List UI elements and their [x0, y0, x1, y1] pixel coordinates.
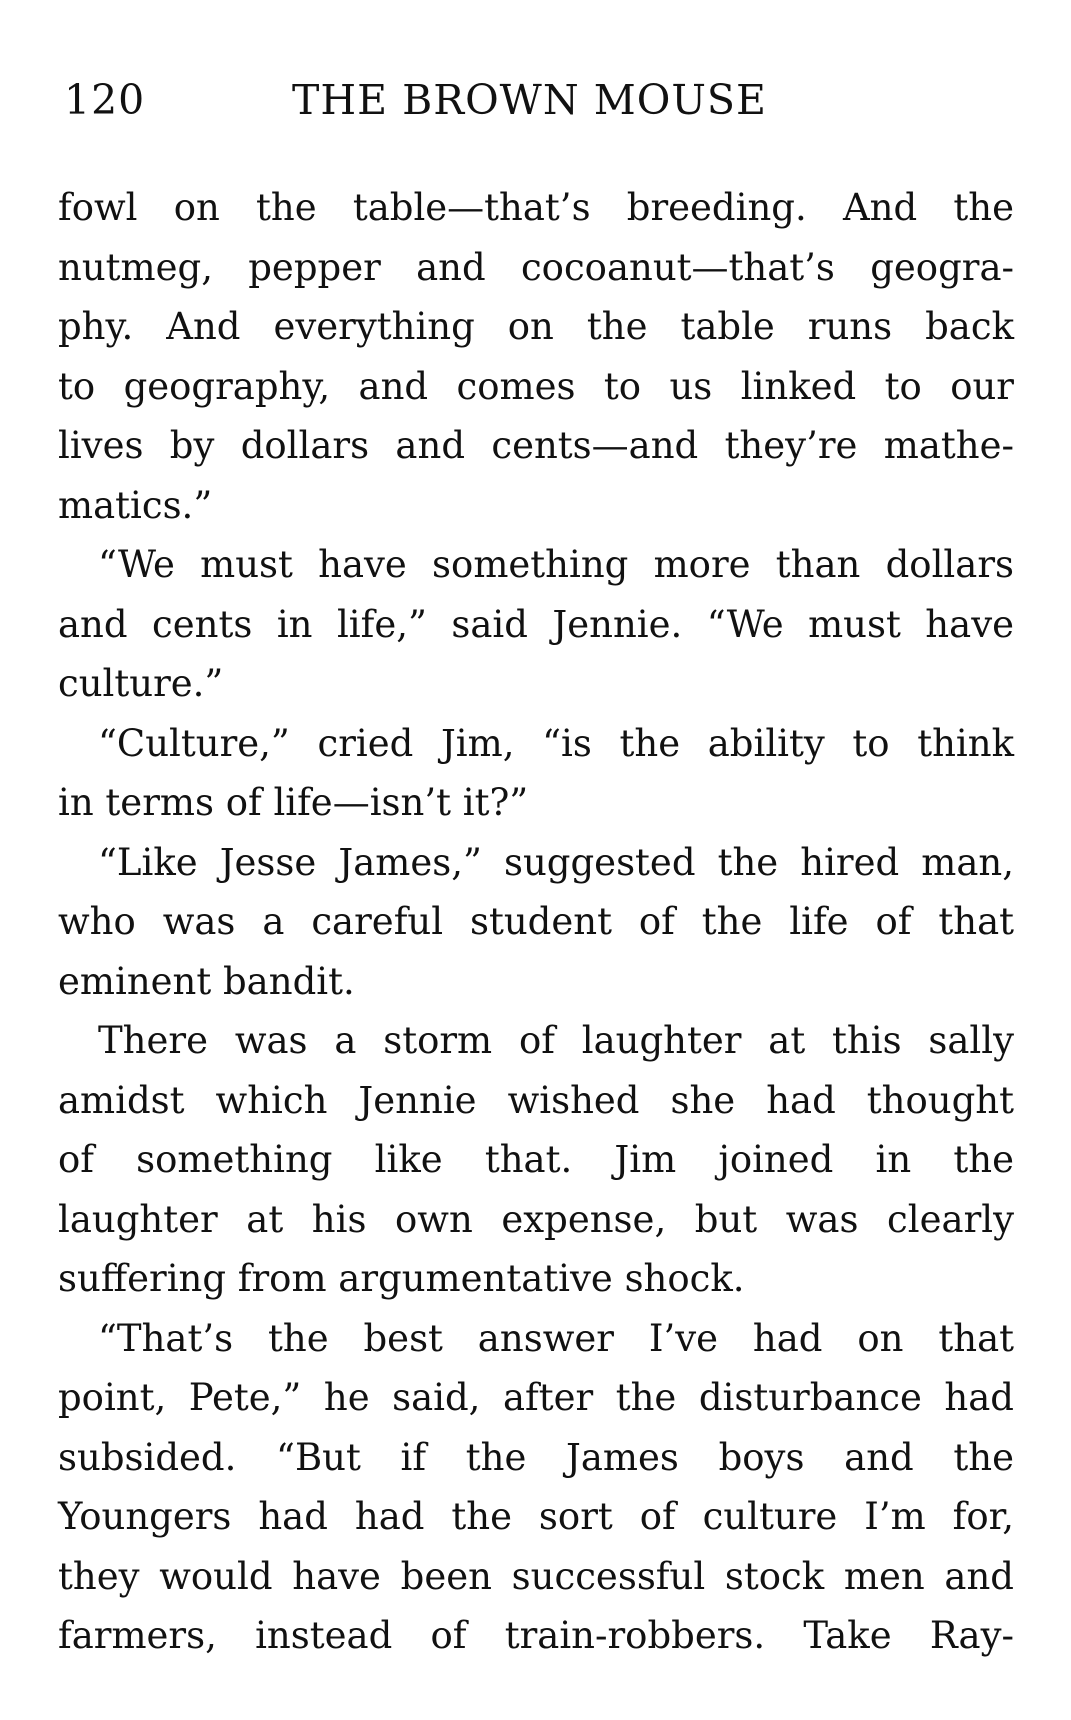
text-line: “Like Jesse James,” suggested the hired man, [98, 840, 1014, 884]
text-line: lives by dollars and cents—and they’re mathe- [58, 424, 1014, 467]
text-line: phy. And everything on the table runs back [58, 305, 1014, 348]
text-line: eminent bandit. [58, 959, 355, 1003]
text-line: who was a careful student of the life of that [58, 900, 1014, 943]
book-title: THE BROWN MOUSE [292, 76, 767, 124]
text-line: Youngers had had the sort of culture I’m for, [58, 1495, 1014, 1538]
body-text [58, 178, 1014, 1666]
text-line: of something like that. Jim joined in the [58, 1138, 1014, 1181]
text-line: amidst which Jennie wished she had thought [58, 1078, 1014, 1122]
text-line: culture.” [58, 662, 224, 705]
text-line: suffering from argumentative shock. [58, 1257, 745, 1300]
text-line: they would have been successful stock men and [58, 1554, 1014, 1598]
text-line: There was a storm of laughter at this sally [98, 1019, 1014, 1062]
page-number: 120 [64, 76, 146, 124]
text-line: laughter at his own expense, but was clearly [58, 1197, 1014, 1241]
text-line: in terms of life—isn’t it?” [58, 781, 529, 824]
text-line: farmers, instead of train-robbers. Take Ray- [58, 1614, 1014, 1657]
text-line: and cents in life,” said Jennie. “We must have [58, 602, 1014, 646]
text-line: “We must have something more than dollars [98, 543, 1014, 586]
text-line: matics.” [58, 483, 213, 527]
text-line: subsided. “But if the James boys and the [58, 1435, 1014, 1479]
text-line: “Culture,” cried Jim, “is the ability to think [98, 721, 1014, 765]
text-line: to geography, and comes to us linked to our [58, 364, 1014, 408]
text-line: fowl on the table—that’s breeding. And the [58, 186, 1014, 229]
running-head [64, 72, 784, 128]
text-line: “That’s the best answer I’ve had on that [98, 1316, 1014, 1360]
text-line: nutmeg, pepper and cocoanut—that’s geogra- [58, 245, 1014, 289]
text-line: point, Pete,” he said, after the disturbance had [58, 1376, 1014, 1419]
